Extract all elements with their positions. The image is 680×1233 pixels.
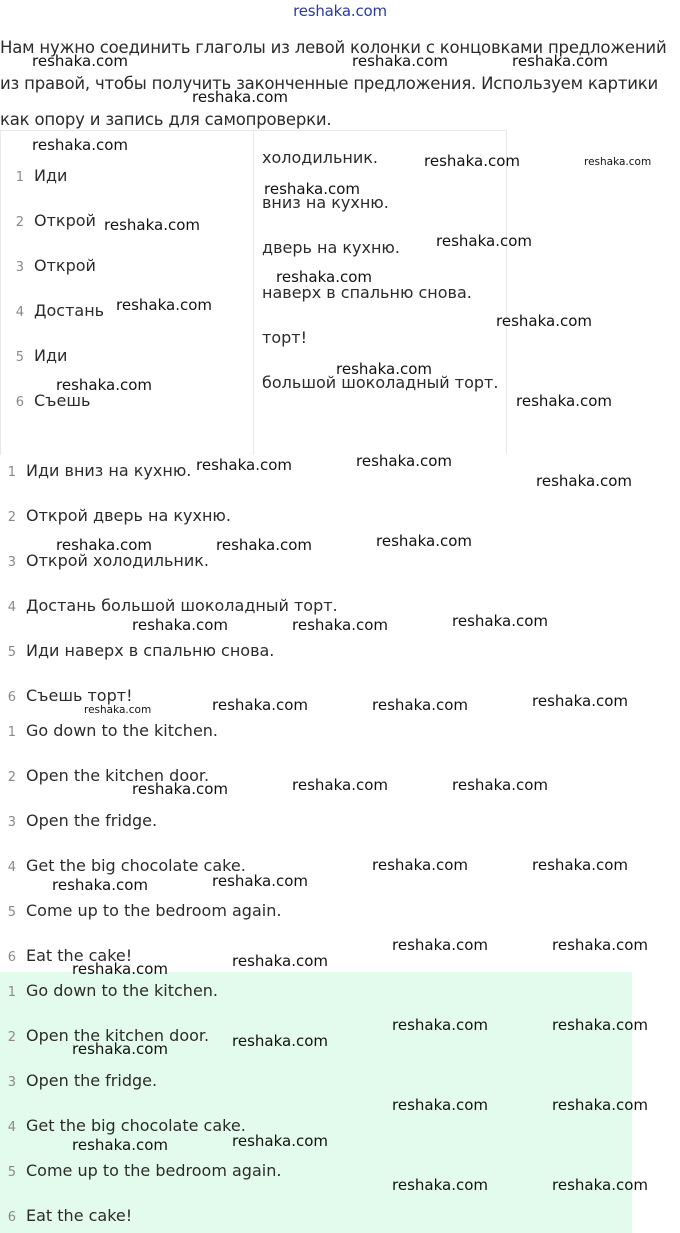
watermark: reshaka.com [336, 360, 432, 378]
watermark: reshaka.com [276, 268, 372, 286]
list-item [0, 899, 281, 923]
list-item [0, 1204, 132, 1228]
item-text: Open the kitchen door. [26, 766, 210, 785]
left-column-item [0, 344, 67, 368]
item-text: Get the big chocolate cake. [26, 1116, 246, 1135]
watermark: reshaka.com [216, 536, 312, 554]
watermark: reshaka.com [552, 1176, 648, 1194]
watermark: reshaka.com [232, 1132, 328, 1150]
item-text: Eat the cake! [26, 946, 133, 965]
left-column-item [0, 299, 104, 323]
watermark: reshaka.com [392, 1016, 488, 1034]
item-number: 3 [7, 815, 16, 830]
right-column-item: торт! [262, 328, 307, 347]
watermark: reshaka.com [56, 536, 152, 554]
item-text: Достань [34, 301, 105, 320]
list-item [0, 1114, 246, 1138]
watermark: reshaka.com [56, 376, 152, 394]
list-item [0, 809, 157, 833]
item-number: 6 [7, 950, 16, 965]
item-number: 4 [7, 600, 16, 615]
watermark: reshaka.com [196, 456, 292, 474]
left-column-item [0, 254, 96, 278]
item-number: 5 [7, 905, 16, 920]
item-text: Открой [34, 256, 96, 275]
intro-line: Нам нужно соединить глаголы из левой колонки с концовками предложений [0, 38, 667, 57]
left-column-item [0, 209, 96, 233]
watermark: reshaka.com [132, 780, 228, 798]
item-text: Open the fridge. [26, 1071, 158, 1090]
watermark: reshaka.com [424, 152, 520, 170]
item-text: Иди [34, 166, 68, 185]
item-number: 3 [7, 555, 16, 570]
watermark: reshaka.com [372, 856, 468, 874]
watermark: reshaka.com [452, 776, 548, 794]
item-number: 1 [15, 170, 24, 185]
matching-table [0, 130, 507, 454]
watermark: reshaka.com [132, 616, 228, 634]
item-number: 4 [7, 1120, 16, 1135]
item-text: Съешь торт! [26, 686, 133, 705]
item-number: 3 [15, 260, 24, 275]
item-text: Иди вниз на кухню. [26, 461, 192, 480]
item-number: 6 [7, 1210, 16, 1225]
item-text: Иди наверх в спальню снова. [26, 641, 275, 660]
item-number: 2 [7, 770, 16, 785]
watermark: reshaka.com [72, 960, 168, 978]
site-header-link[interactable]: reshaka.com [293, 2, 387, 20]
watermark: reshaka.com [536, 472, 632, 490]
item-text: Open the kitchen door. [26, 1026, 210, 1045]
watermark: reshaka.com [496, 312, 592, 330]
item-text: Get the big chocolate cake. [26, 856, 246, 875]
watermark: reshaka.com [232, 1032, 328, 1050]
watermark: reshaka.com [532, 856, 628, 874]
right-column-item: большой шоколадный торт. [262, 373, 499, 392]
right-column-item: холодильник. [262, 148, 378, 167]
item-text: Eat the cake! [26, 1206, 133, 1225]
list-item [0, 594, 338, 618]
item-text: Come up to the bedroom again. [26, 1161, 282, 1180]
item-number: 1 [7, 725, 16, 740]
watermark: reshaka.com [72, 1136, 168, 1154]
watermark: reshaka.com [72, 1040, 168, 1058]
watermark: reshaka.com [32, 136, 128, 154]
watermark: reshaka.com [552, 1016, 648, 1034]
item-number: 5 [7, 1165, 16, 1180]
item-number: 2 [15, 215, 24, 230]
item-text: Иди [34, 346, 68, 365]
item-number: 2 [7, 1030, 16, 1045]
list-item [0, 854, 246, 878]
watermark: reshaka.com [512, 52, 608, 70]
watermark: reshaka.com [452, 612, 548, 630]
item-number: 3 [7, 1075, 16, 1090]
right-column-item: вниз на кухню. [262, 193, 389, 212]
watermark: reshaka.com [584, 156, 652, 168]
watermark: reshaka.com [232, 952, 328, 970]
list-item [0, 459, 191, 483]
item-text: Открой холодильник. [26, 551, 210, 570]
watermark: reshaka.com [192, 88, 288, 106]
right-column-item: дверь на кухню. [262, 238, 400, 257]
watermark: reshaka.com [52, 876, 148, 894]
item-number: 4 [15, 305, 24, 320]
watermark: reshaka.com [392, 1096, 488, 1114]
item-number: 5 [15, 350, 24, 365]
list-item [0, 979, 218, 1003]
item-number: 6 [15, 395, 24, 410]
watermark: reshaka.com [552, 936, 648, 954]
item-text: Открой дверь на кухню. [26, 506, 231, 525]
watermark: reshaka.com [104, 216, 200, 234]
item-number: 6 [7, 690, 16, 705]
watermark: reshaka.com [436, 232, 532, 250]
item-text: Open the fridge. [26, 811, 158, 830]
list-item [0, 1159, 281, 1183]
watermark: reshaka.com [292, 776, 388, 794]
watermark: reshaka.com [116, 296, 212, 314]
table-column-divider [253, 131, 254, 455]
list-item [0, 719, 218, 743]
item-number: 1 [7, 985, 16, 1000]
watermark: reshaka.com [376, 532, 472, 550]
highlighted-answer-block [0, 972, 632, 1233]
watermark: reshaka.com [552, 1096, 648, 1114]
list-item [0, 504, 231, 528]
right-column-item: наверх в спальню снова. [262, 283, 472, 302]
item-text: Come up to the bedroom again. [26, 901, 282, 920]
list-item [0, 1069, 157, 1093]
watermark: reshaka.com [212, 872, 308, 890]
item-text: Открой [34, 211, 96, 230]
watermark: reshaka.com [212, 696, 308, 714]
watermark: reshaka.com [84, 704, 152, 716]
item-text: Достань большой шоколадный торт. [26, 596, 338, 615]
intro-paragraph [0, 30, 680, 138]
watermark: reshaka.com [264, 180, 360, 198]
watermark: reshaka.com [392, 936, 488, 954]
intro-line: из правой, чтобы получить законченные предложения. Используем картики [0, 74, 659, 93]
item-text: Go down to the kitchen. [26, 981, 219, 1000]
watermark: reshaka.com [392, 1176, 488, 1194]
intro-line: как опору и запись для самопроверки. [0, 110, 332, 129]
item-text: Съешь [34, 391, 91, 410]
left-column-item [0, 164, 67, 188]
watermark: reshaka.com [32, 52, 128, 70]
watermark: reshaka.com [352, 52, 448, 70]
watermark: reshaka.com [516, 392, 612, 410]
item-number: 1 [7, 465, 16, 480]
item-number: 2 [7, 510, 16, 525]
watermark: reshaka.com [356, 452, 452, 470]
item-number: 4 [7, 860, 16, 875]
watermark: reshaka.com [532, 692, 628, 710]
watermark: reshaka.com [372, 696, 468, 714]
list-item [0, 639, 274, 663]
watermark: reshaka.com [292, 616, 388, 634]
item-number: 5 [7, 645, 16, 660]
item-text: Go down to the kitchen. [26, 721, 219, 740]
